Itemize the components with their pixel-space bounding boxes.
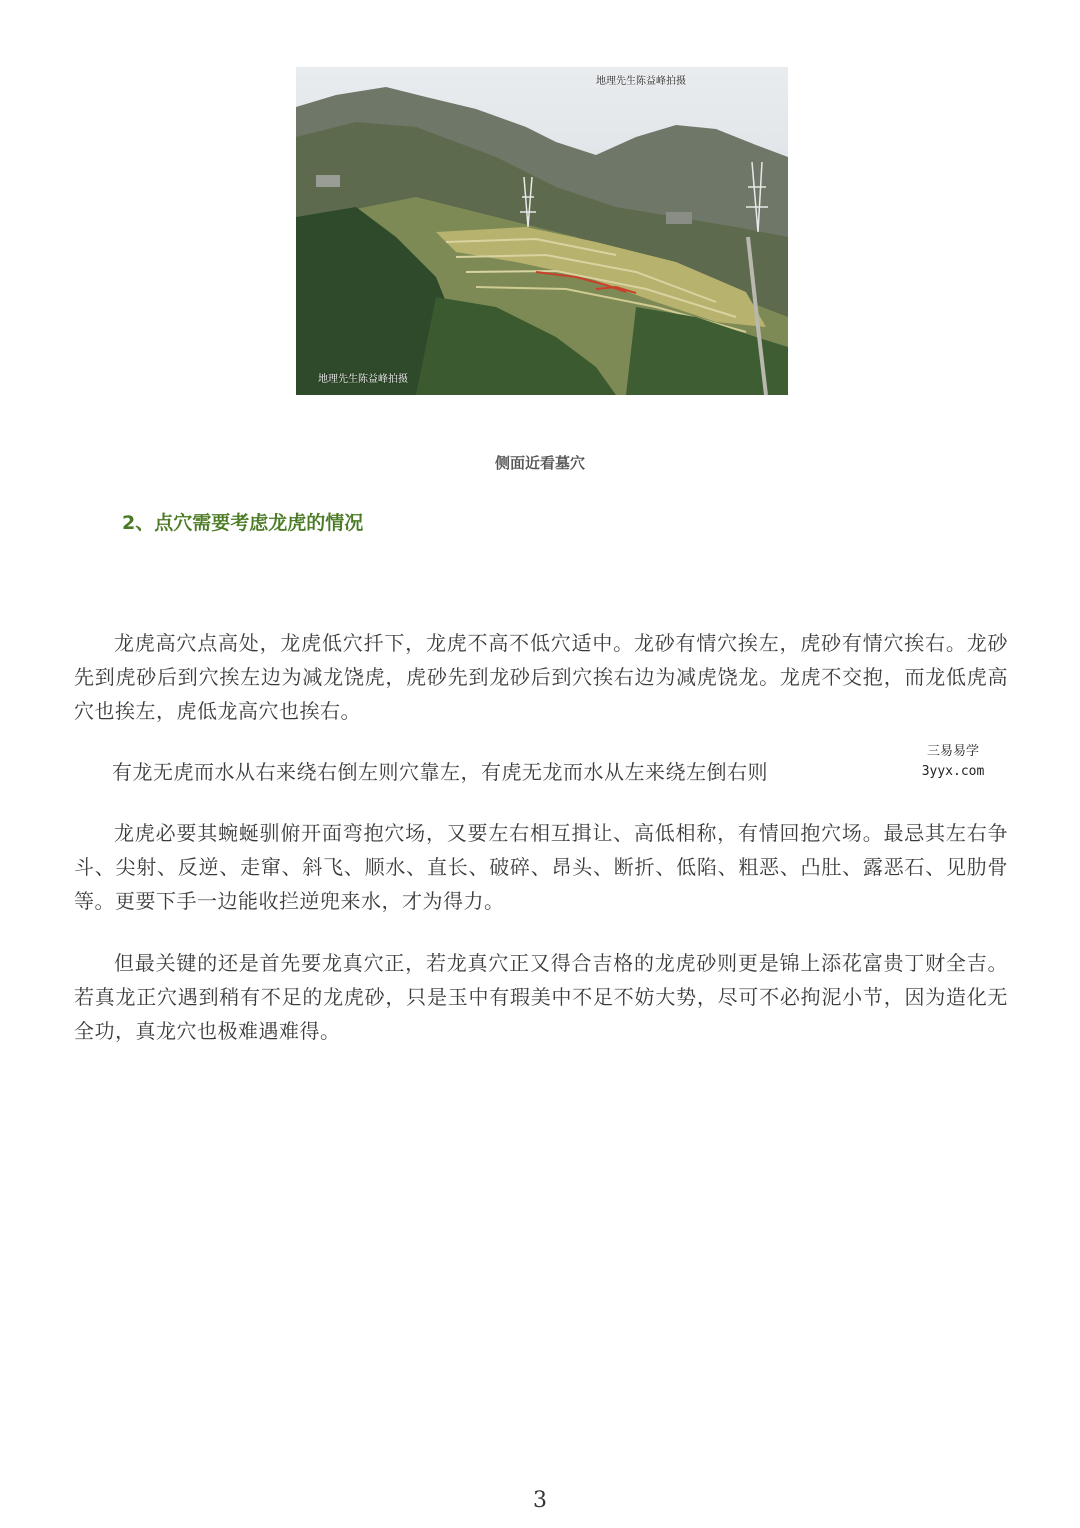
- site-watermark-name: 三易易学: [926, 744, 979, 759]
- paragraph-4: 但最关键的还是首先要龙真穴正，若龙真穴正又得合吉格的龙虎砂则更是锦上添花富贵丁财全吉。若真龙正穴遇到稍有不足的龙虎砂，只是玉中有瑕美中不足不妨大势，尽可不必拘泥小节，因为造化无全功，真龙穴也极难遇难得。: [74, 951, 1008, 1043]
- photo-caption: 侧面近看墓穴: [494, 454, 585, 472]
- paragraph-3: 龙虎必要其蜿蜒驯俯开面弯抱穴场，又要左右相互揖让、高低相称，有情回抱穴场。最忌其左右争斗、尖射、反逆、走窜、斜飞、顺水、直长、破碎、昂头、断折、低陷、粗恶、凸肚、露恶石、见肋骨等。更要下手一边能收拦逆兜来水，才为得力。: [74, 821, 1008, 913]
- terraced-hillside-image: [296, 67, 788, 395]
- page-number: 3: [533, 1488, 547, 1513]
- site-watermark-url: 3yyx.com: [921, 764, 985, 779]
- paragraph-2: 有龙无虎而水从右来绕右倒左则穴靠左，有虎无龙而水从左来绕左倒右则: [112, 760, 768, 784]
- paragraph-1: 龙虎高穴点高处，龙虎低穴扦下，龙虎不高不低穴适中。龙砂有情穴挨左，虎砂有情穴挨右。龙砂先到虎砂后到穴挨左边为减龙饶虎，虎砂先到龙砂后到穴挨右边为减虎饶龙。龙虎不交抱，而龙低虎高穴也挨左，虎低龙高穴也挨右。: [74, 631, 1008, 723]
- section-heading: 2、点穴需要考虑龙虎的情况: [122, 512, 364, 534]
- landscape-photo: [296, 67, 788, 395]
- site-watermark: [908, 742, 998, 782]
- photo-watermark-top: 地理先生陈益峰拍摄: [596, 76, 686, 87]
- photo-watermark-bottom: 地理先生陈益峰拍摄: [318, 374, 408, 385]
